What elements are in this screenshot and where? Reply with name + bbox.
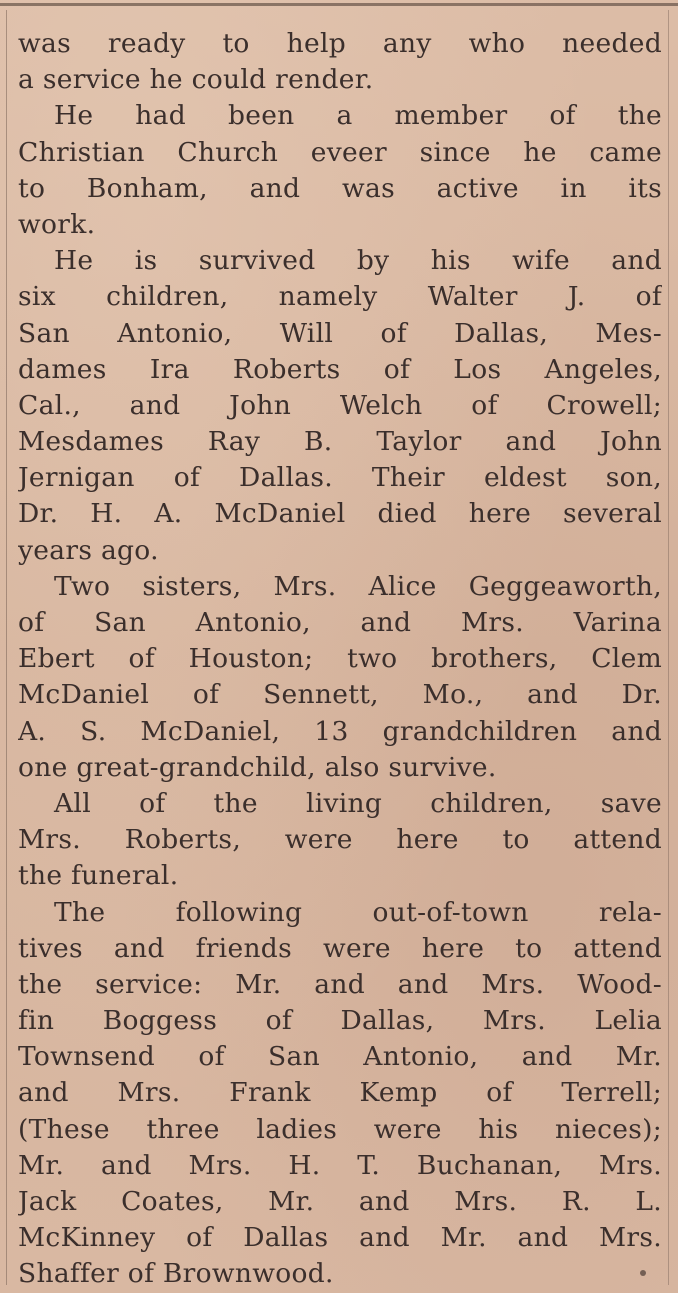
article-line: six children, namely Walter J. of	[18, 281, 662, 313]
article-line: to Bonham, and was active in its	[18, 172, 662, 204]
article-line: and Mrs. Frank Kemp of Terrell;	[18, 1077, 662, 1109]
ink-speck	[640, 1270, 646, 1276]
article-line: McDaniel of Sennett, Mo., and Dr.	[18, 679, 662, 711]
column-top-rule	[0, 3, 678, 6]
article-line: tives and friends were here to attend	[18, 932, 662, 964]
article-line: fin Boggess of Dallas, Mrs. Lelia	[18, 1005, 662, 1037]
article-line: Mr. and Mrs. H. T. Buchanan, Mrs.	[18, 1149, 662, 1181]
article-line: (These three ladies were his nieces);	[18, 1113, 662, 1145]
article-line: one great-grandchild, also survive.	[18, 751, 497, 783]
article-line: Jack Coates, Mr. and Mrs. R. L.	[18, 1186, 662, 1217]
article-line: was ready to help any who needed	[18, 28, 662, 59]
article-line: Ebert of Houston; two brothers, Clem	[18, 643, 662, 675]
article-line: Townsend of San Antonio, and Mr.	[18, 1041, 662, 1073]
column-right-rule	[668, 10, 669, 1285]
article-line: years ago.	[18, 534, 159, 566]
column-left-rule	[6, 10, 7, 1285]
article-line: dames Ira Roberts of Los Angeles,	[18, 353, 662, 385]
article-line: McKinney of Dallas and Mr. and Mrs.	[18, 1222, 662, 1254]
article-line: Cal., and John Welch of Crowell;	[18, 389, 662, 421]
article-line: A. S. McDaniel, 13 grandchildren and	[18, 715, 662, 747]
article-line: Dr. H. A. McDaniel died here several	[18, 498, 662, 530]
article-line: Shaffer of Brownwood.	[18, 1258, 334, 1290]
article-line: All of the living children, save	[54, 787, 662, 819]
article-column	[18, 26, 662, 1293]
article-line: the funeral.	[18, 860, 179, 892]
article-line: He is survived by his wife and	[54, 245, 662, 277]
article-line: Christian Church eveer since he came	[18, 136, 662, 168]
article-line: work.	[18, 208, 96, 240]
article-line: Jernigan of Dallas. Their eldest son,	[18, 462, 662, 494]
article-line: Two sisters, Mrs. Alice Geggeaworth,	[54, 570, 662, 602]
article-line: the service: Mr. and and Mrs. Wood-	[18, 968, 662, 1000]
article-line: Mrs. Roberts, were here to attend	[18, 824, 662, 856]
article-line: He had been a member of the	[54, 100, 662, 132]
article-line: a service he could render.	[18, 64, 374, 96]
article-line: San Antonio, Will of Dallas, Mes-	[18, 317, 662, 349]
article-line: Mesdames Ray B. Taylor and John	[18, 426, 662, 458]
article-line: The following out-of-town rela-	[54, 896, 662, 928]
article-line: of San Antonio, and Mrs. Varina	[18, 607, 662, 638]
